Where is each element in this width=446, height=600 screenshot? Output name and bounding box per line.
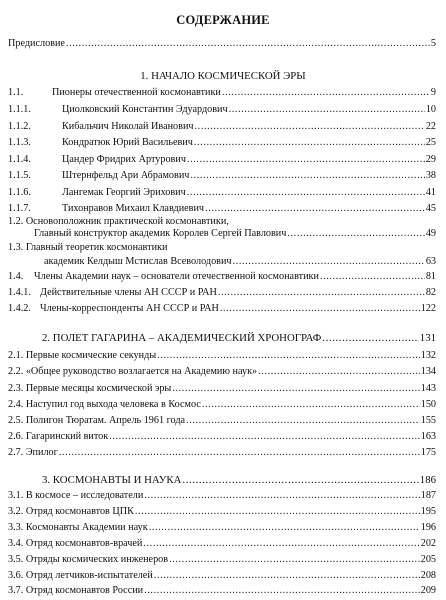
toc-row[interactable] xyxy=(8,584,436,597)
toc-entry-text: Предисловие xyxy=(8,38,65,49)
leader-dots xyxy=(320,271,425,283)
toc-entry-text: Кибальчич Николай Иванович xyxy=(62,121,194,132)
toc-entry-text: Лангемак Георгий Эрихович xyxy=(62,187,186,198)
toc-entry-number: 1.1.7. xyxy=(8,203,31,214)
leader-dots xyxy=(59,447,420,459)
toc-row[interactable] xyxy=(8,489,436,502)
toc-entry-text: Тихонравов Михаил Клавдиевич xyxy=(62,203,205,214)
leader-dots xyxy=(135,506,420,518)
leader-dots xyxy=(233,256,425,268)
toc-entry-text: 3.7. Отряд космонавтов России xyxy=(8,585,144,596)
toc-row[interactable] xyxy=(8,103,436,116)
toc-page-number: 186 xyxy=(419,474,436,486)
toc-page-number: 150 xyxy=(420,399,436,410)
section-heading-1: 1. НАЧАЛО КОСМИЧЕСКОЙ ЭРЫ xyxy=(140,70,306,82)
toc-entry-number: 1.4. xyxy=(8,271,24,282)
toc-entry-text: академик Келдыш Мстислав Всеволодович xyxy=(44,256,232,267)
toc-page-number: 205 xyxy=(420,554,436,565)
toc-page-number: 25 xyxy=(425,137,436,148)
leader-dots xyxy=(258,366,420,378)
toc-entry-number: 1.4.2. xyxy=(8,303,31,314)
toc-row[interactable] xyxy=(8,569,436,582)
toc-entry-text: 2.3. Первые месяцы космической эры xyxy=(8,383,172,394)
toc-row[interactable] xyxy=(8,414,436,427)
toc-entry-text: Цандер Фридрих Артурович xyxy=(62,154,186,165)
toc-row[interactable] xyxy=(44,255,436,268)
toc-page-number: 9 xyxy=(430,87,436,98)
leader-dots xyxy=(149,522,420,534)
toc-row[interactable] xyxy=(8,349,436,362)
toc-page-number: 122 xyxy=(420,303,436,314)
toc-row[interactable] xyxy=(8,86,436,99)
toc-row[interactable] xyxy=(8,136,436,149)
toc-page-number: 38 xyxy=(425,170,436,181)
toc-page-number: 132 xyxy=(420,350,436,361)
leader-dots xyxy=(220,303,420,315)
toc-row[interactable] xyxy=(8,553,436,566)
section-heading-3[interactable] xyxy=(42,473,436,486)
toc-page-number: 5 xyxy=(430,38,436,49)
toc-page-number: 82 xyxy=(425,287,436,298)
toc-row[interactable] xyxy=(8,202,436,215)
leader-dots xyxy=(229,104,425,116)
leader-dots xyxy=(190,170,424,182)
toc-entry-text[interactable]: 1.2. Основоположник практической космонавтики, xyxy=(8,216,229,227)
toc-row[interactable] xyxy=(8,398,436,411)
toc-entry-text: 3.3. Космонавты Академии наук xyxy=(8,522,148,533)
toc-entry-text: Циолковский Константин Эдуардович xyxy=(62,104,228,115)
toc-entry-number: 1.1. xyxy=(8,87,24,98)
toc-page-number: 49 xyxy=(425,228,436,239)
section-heading-text: 2. ПОЛЕТ ГАГАРИНА – АКАДЕМИЧЕСКИЙ ХРОНОГРАФ xyxy=(42,332,322,344)
leader-dots xyxy=(182,474,418,486)
toc-entry-text: Действительные члены АН СССР и РАН xyxy=(40,287,217,298)
toc-page-number: 143 xyxy=(420,383,436,394)
leader-dots xyxy=(205,203,425,215)
leader-dots xyxy=(154,570,420,582)
toc-page-number: 10 xyxy=(425,104,436,115)
leader-dots xyxy=(144,490,419,502)
leader-dots xyxy=(287,228,424,240)
toc-entry-text: 2.1. Первые космические секунды xyxy=(8,350,157,361)
leader-dots xyxy=(187,187,425,199)
toc-page-number: 131 xyxy=(419,332,436,344)
toc-row[interactable] xyxy=(8,186,436,199)
toc-page-number: 209 xyxy=(420,585,436,596)
toc-entry-text: Члены-корреспонденты АН СССР и РАН xyxy=(40,303,219,314)
section-heading-text: 3. КОСМОНАВТЫ И НАУКА xyxy=(42,474,182,486)
toc-entry-text: 3.2. Отряд космонавтов ЦПК xyxy=(8,506,134,517)
leader-dots xyxy=(195,121,425,133)
toc-page-number: 41 xyxy=(425,187,436,198)
toc-entry-text: 3.5. Отряды космических инженеров xyxy=(8,554,169,565)
leader-dots xyxy=(186,415,420,427)
leader-dots xyxy=(169,554,420,566)
toc-row[interactable] xyxy=(34,227,436,240)
toc-row[interactable] xyxy=(8,446,436,459)
toc-entry-text: Члены Академии наук – основатели отечественной космонавтики xyxy=(34,271,319,282)
toc-entry-text[interactable]: 1.3. Главный теоретик космонавтики xyxy=(8,242,168,253)
toc-row[interactable] xyxy=(8,153,436,166)
toc-page-number: 208 xyxy=(420,570,436,581)
toc-row[interactable] xyxy=(8,286,436,299)
toc-page-number: 195 xyxy=(420,506,436,517)
toc-entry-number: 1.1.2. xyxy=(8,121,31,132)
leader-dots xyxy=(144,585,420,597)
toc-page-number: 63 xyxy=(425,256,436,267)
toc-row[interactable] xyxy=(8,365,436,378)
toc-entry-text: Штернфельд Ари Абрамович xyxy=(62,170,190,181)
toc-entry-text: 2.2. «Общее руководство возлагается на Академию наук» xyxy=(8,366,258,377)
leader-dots xyxy=(322,332,419,344)
toc-entry-text: 3.4. Отряд космонавтов-врачей xyxy=(8,538,143,549)
toc-row[interactable] xyxy=(8,270,436,283)
toc-page-number: 196 xyxy=(420,522,436,533)
leader-dots xyxy=(172,383,419,395)
toc-page-number: 45 xyxy=(425,203,436,214)
toc-entry-number: 1.1.1. xyxy=(8,104,31,115)
toc-row[interactable] xyxy=(8,430,436,443)
toc-entry-text: Кондратюк Юрий Васильевич xyxy=(62,137,193,148)
leader-dots xyxy=(143,538,419,550)
toc-page-number: 187 xyxy=(420,490,436,501)
leader-dots xyxy=(157,350,420,362)
section-heading-2[interactable] xyxy=(42,331,436,344)
toc-entry-text: 3.6. Отряд летчиков-испытателей xyxy=(8,570,153,581)
toc-entry-number: 1.1.5. xyxy=(8,170,31,181)
toc-entry-text: 3.1. В космосе – исследователи xyxy=(8,490,144,501)
leader-dots xyxy=(222,87,430,99)
leader-dots xyxy=(218,287,425,299)
toc-row[interactable] xyxy=(8,169,436,182)
toc-row[interactable] xyxy=(8,120,436,133)
toc-row[interactable] xyxy=(8,537,436,550)
leader-dots xyxy=(66,38,430,50)
toc-row[interactable] xyxy=(8,302,436,315)
toc-entry-number: 1.1.3. xyxy=(8,137,31,148)
toc-page-number: 175 xyxy=(420,447,436,458)
toc-page-number: 202 xyxy=(420,538,436,549)
toc-page-number: 29 xyxy=(425,154,436,165)
toc-entry-number: 1.1.4. xyxy=(8,154,31,165)
toc-page-number: 155 xyxy=(420,415,436,426)
toc-row[interactable] xyxy=(8,521,436,534)
page-title: СОДЕРЖАНИЕ xyxy=(176,13,270,27)
leader-dots xyxy=(187,154,425,166)
leader-dots xyxy=(194,137,425,149)
toc-entry-text: Пионеры отечественной космонавтики xyxy=(52,87,221,98)
toc-page-number: 22 xyxy=(425,121,436,132)
toc-entry-text: 2.6. Гагаринский виток xyxy=(8,431,109,442)
toc-page-number: 134 xyxy=(420,366,436,377)
toc-page-number: 81 xyxy=(425,271,436,282)
leader-dots xyxy=(109,431,419,443)
toc-row-preface[interactable] xyxy=(8,37,436,50)
toc-entry-text: 2.5. Полигон Тюратам. Апрель 1961 года xyxy=(8,415,186,426)
toc-row[interactable] xyxy=(8,382,436,395)
toc-entry-text: 2.7. Эпилог xyxy=(8,447,58,458)
toc-row[interactable] xyxy=(8,505,436,518)
toc-entry-number: 1.4.1. xyxy=(8,287,31,298)
leader-dots xyxy=(202,399,420,411)
toc-entry-text: 2.4. Наступил год выхода человека в Космос xyxy=(8,399,201,410)
toc-entry-text: Главный конструктор академик Королев Сергей Павлович xyxy=(34,228,287,239)
toc-entry-number: 1.1.6. xyxy=(8,187,31,198)
toc-page-number: 163 xyxy=(420,431,436,442)
